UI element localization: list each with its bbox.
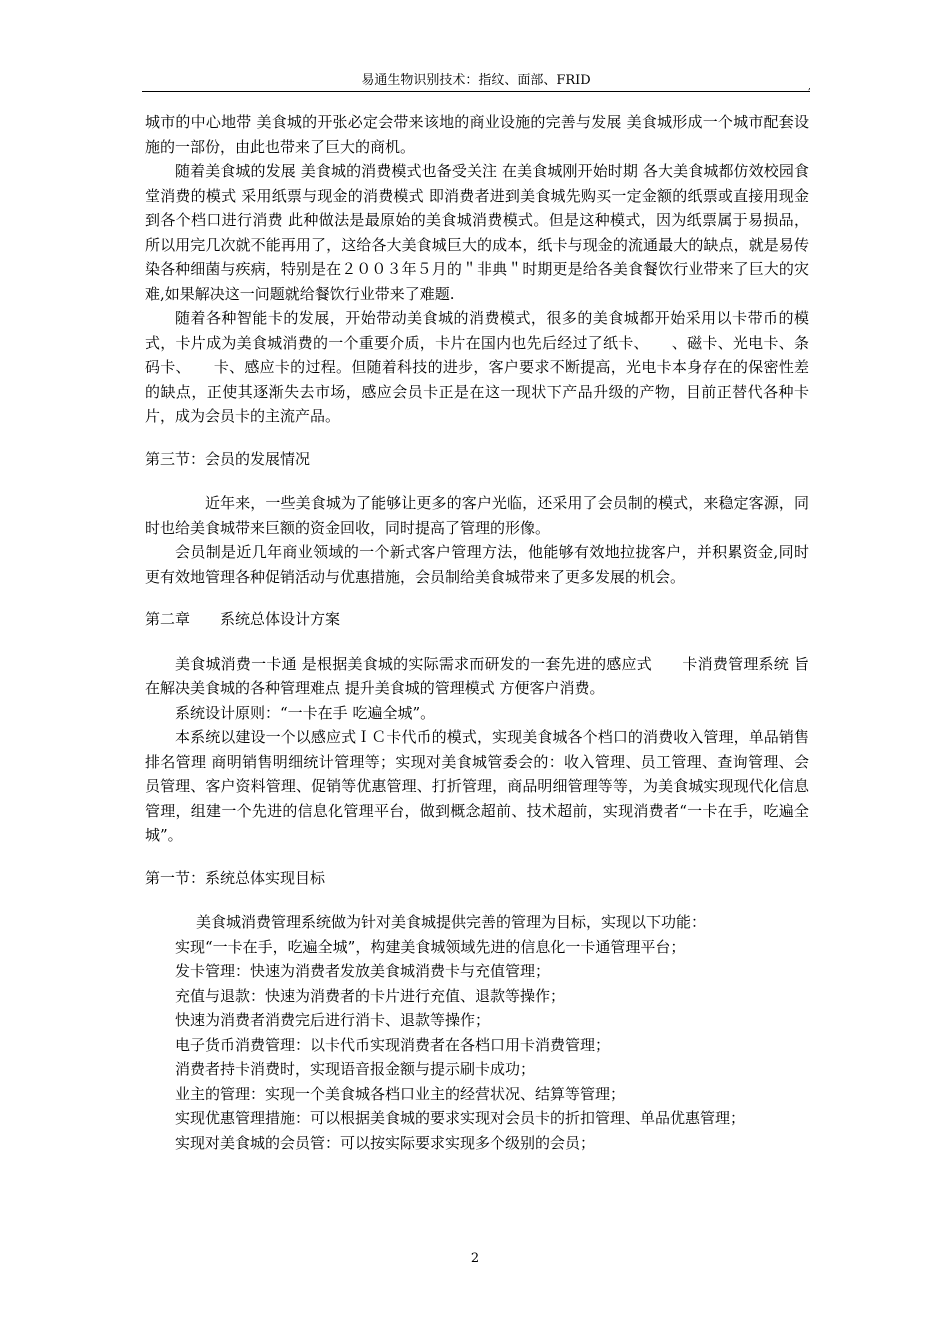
paragraph-7: 系统设计原则：“一卡在手 吃遍全城”。 (175, 703, 436, 722)
list-item: 电子货币消费管理：以卡代币实现消费者在各档口用卡消费管理； (175, 1035, 611, 1054)
list-item: 快速为消费者消费完后进行消卡、退款等操作； (175, 1011, 491, 1029)
page-header: 易通生物识别技术：指纹、面部、FRID (361, 73, 591, 88)
paragraph-6: 美食城消费一卡通 是根据美食城的实际需求而研发的一套先进的感应式 卡消费管理系统 旨在解决美食城的各种管理难点 提升美食城的管理模式 方便客户消费。 (145, 654, 809, 697)
paragraph-1: 城市的中心地带 美食城的开张必定会带来该地的商业设施的完善与发展 美食城形成一个城市配套设施的一部份，由此也带来了巨大的商机。 (145, 113, 809, 156)
section-heading-3: 第三节：会员的发展情况 (145, 449, 311, 468)
header-rule (142, 91, 810, 92)
list-item: 实现“一卡在手，吃遍全城”，构建美食城领域先进的信息化一卡通管理平台； (175, 937, 686, 956)
spacer (145, 471, 809, 491)
spacer (145, 848, 809, 866)
list-item: 发卡管理：快速为消费者发放美食城消费卡与充值管理； (175, 962, 551, 980)
page-number: 2 (470, 1251, 480, 1266)
feature-list (145, 935, 809, 1156)
paragraph-2: 随着美食城的发展 美食城的消费模式也备受关注 在美食城刚开始时期 各大美食城都仿效校园食堂消费的模式 采用纸票与现金的消费模式 即消费者进到美食城先购买一定金额的纸票或直接用现金 到各个档口进行消费 此种做法是最原始的美食城消费模式。但是这种模式，因为纸票属于易损品，所以用完几次就不能再用了，这给各大美食城巨大的成本，纸卡与现金的流通最大的缺点，就是易传染各种细菌与疾病，特别是在２００３年５月的＂非典＂时期更是给各美食餐饮行业带来了巨大的灾难,如果解决这一问题就给餐饮行业带来了难题. (145, 162, 809, 303)
chapter-heading-2: 第二章 系统总体设计方案 (145, 610, 341, 628)
paragraph-5: 会员制是近几年商业领域的一个新式客户管理方法，他能够有效地拉拢客户，并积累资金,同时更有效地管理各种促销活动与优惠措施，会员制给美食城带来了更多发展的机会。 (145, 543, 809, 586)
paragraph-3: 随着各种智能卡的发展，开始带动美食城的消费模式，很多的美食城都开始采用以卡带币的模式，卡片成为美食城消费的一个重要介质，卡片在国内也先后经过了纸卡、 、磁卡、光电卡、条码卡、 卡、感应卡的过程。但随着科技的进步，客户要求不断提高，光电卡本身存在的保密性差的缺点，正使其逐渐失去市场，感应会员卡正是在这一现状下产品升级的产物，目前正替代各种卡片，成为会员卡的主流产品。 (145, 309, 809, 425)
spacer (145, 589, 809, 607)
spacer (145, 429, 809, 447)
spacer (145, 632, 809, 652)
list-item: 消费者持卡消费时，实现语音报金额与提示刷卡成功； (175, 1060, 536, 1078)
list-item: 实现优惠管理措施：可以根据美食城的要求实现对会员卡的折扣管理、单品优惠管理； (175, 1109, 746, 1127)
paragraph-8: 本系统以建设一个以感应式ＩＣ卡代币的模式，实现美食城各个档口的消费收入管理，单品销售排名管理 商明销售明细统计管理等；实现对美食城管委会的：收入管理、员工管理、查询管理、会员管理、客户资料管理、促销等优惠管理、打折管理，商品明细管理等等，为美食城实现现代化信息管理，组建一个先进的信息化管理平台，做到概念超前、技术超前，实现消费者“一卡在手，吃遍全城”。 (145, 728, 809, 844)
list-item: 充值与退款：快速为消费者的卡片进行充值、退款等操作； (175, 986, 566, 1005)
list-item: 业主的管理：实现一个美食城各档口业主的经营状况、结算等管理； (175, 1084, 626, 1103)
spacer (145, 890, 809, 910)
paragraph-4: 近年来，一些美食城为了能够让更多的客户光临，还采用了会员制的模式，来稳定客源，同时也给美食城带来巨额的资金回收，同时提高了管理的形像。 (145, 494, 809, 537)
section-heading-1: 第一节：系统总体实现目标 (145, 868, 326, 887)
paragraph-9: 美食城消费管理系统做为针对美食城提供完善的管理为目标，实现以下功能： (196, 913, 707, 931)
document-body (145, 110, 809, 1155)
list-item: 实现对美食城的会员管：可以按实际要求实现多个级别的会员； (175, 1133, 596, 1152)
header-mark: , (808, 82, 811, 92)
